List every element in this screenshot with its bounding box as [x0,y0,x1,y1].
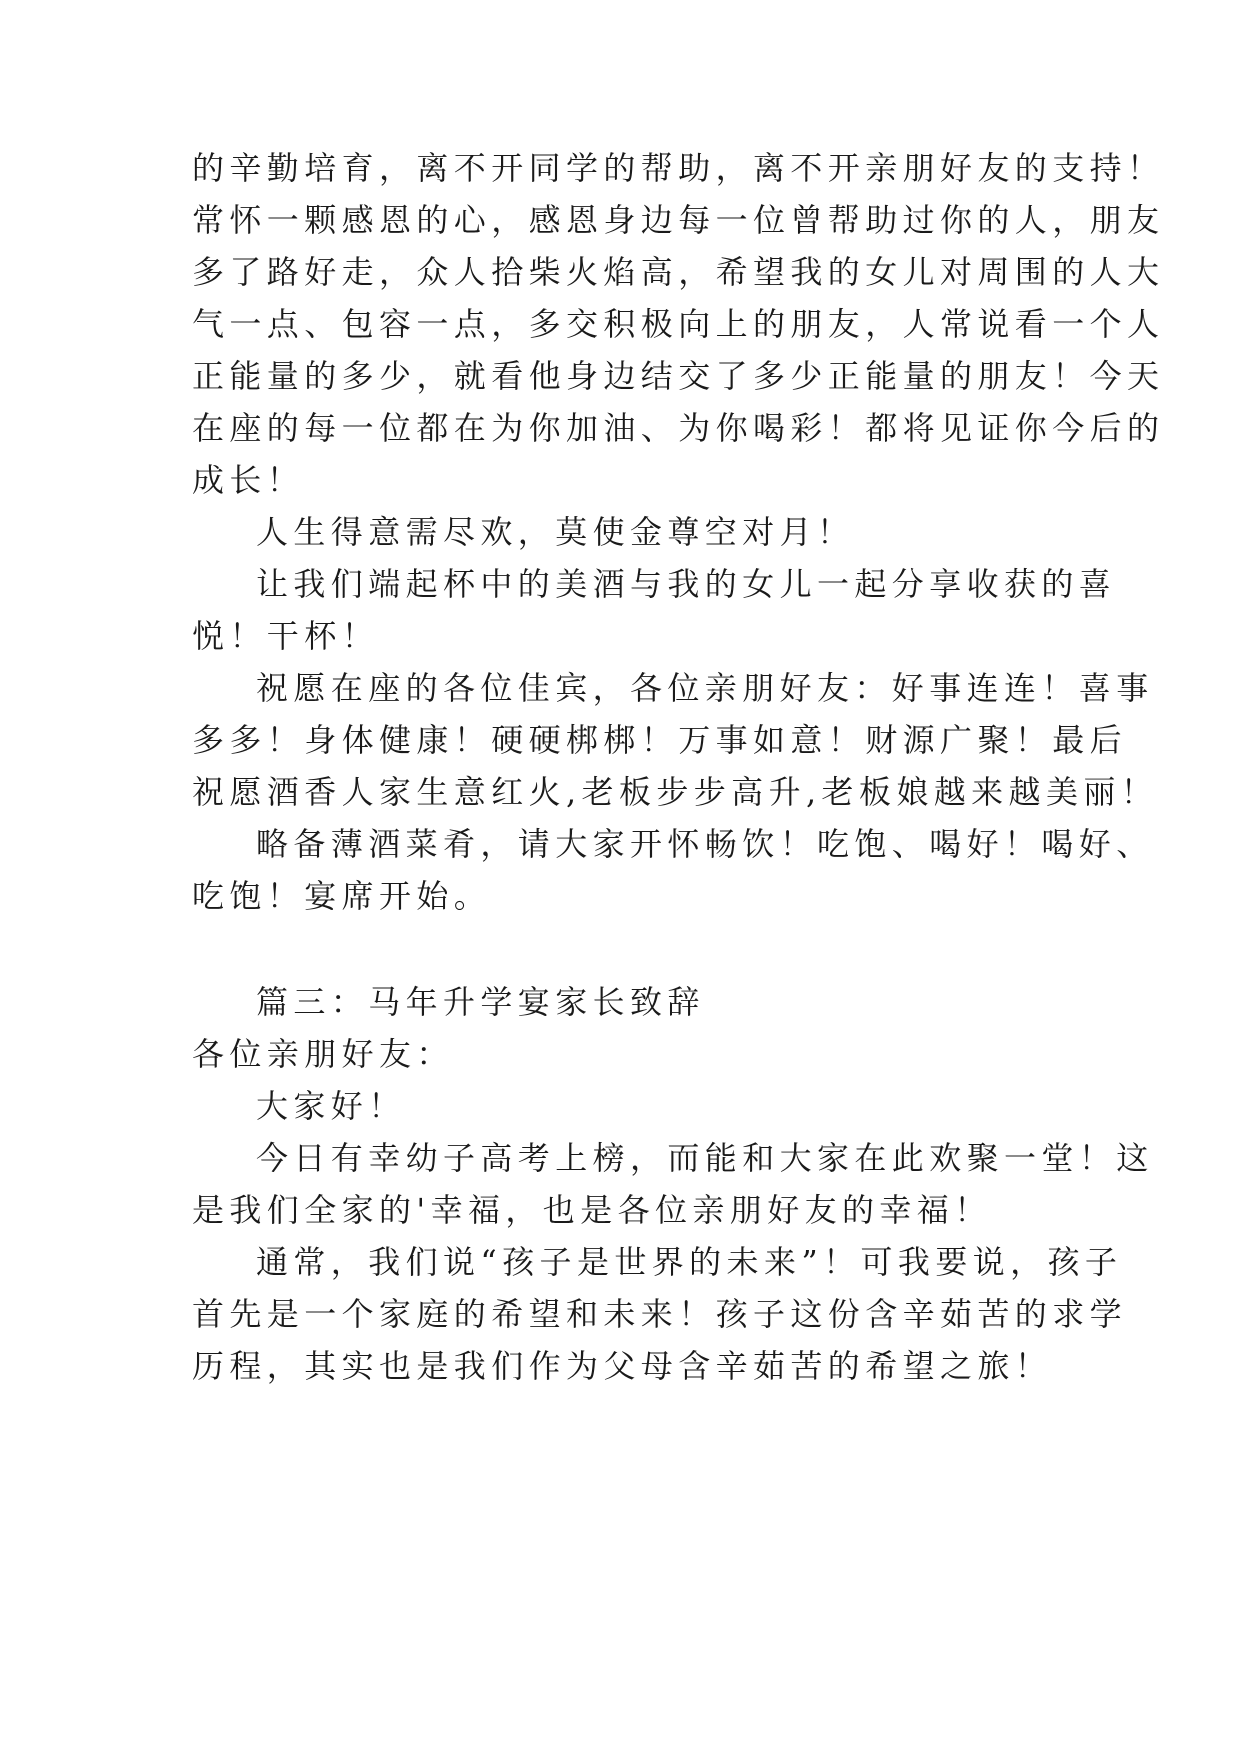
text-line: 气一点、包容一点，多交积极向上的朋友，人常说看一个人 [192,305,1165,343]
text-line: 在座的每一位都在为你加油、为你喝彩！都将见证你今后的 [192,409,1165,447]
text-line: 今日有幸幼子高考上榜，而能和大家在此欢聚一堂！这 [256,1139,1154,1177]
text-line: 祝愿酒香人家生意红火,老板步步高升,老板娘越来越美丽！ [192,773,1159,811]
text-line: 常怀一颗感恩的心，感恩身边每一位曾帮助过你的人，朋友 [192,201,1165,239]
text-line: 成长！ [192,461,305,499]
text-line: 略备薄酒菜肴，请大家开怀畅饮！吃饱、喝好！喝好、 [256,825,1154,863]
text-line: 人生得意需尽欢，莫使金尊空对月！ [256,513,855,551]
text-line: 大家好！ [256,1087,406,1125]
text-line: 吃饱！宴席开始。 [192,877,492,915]
text-line: 让我们端起杯中的美酒与我的女儿一起分享收获的喜 [256,565,1117,603]
text-line: 的辛勤培育，离不开同学的帮助，离不开亲朋好友的支持！ [192,149,1165,187]
text-line: 悦！干杯！ [192,617,380,655]
section-heading: 篇三：马年升学宴家长致辞 [256,983,705,1021]
text-line: 正能量的多少，就看他身边结交了多少正能量的朋友！今天 [192,357,1165,395]
text-line: 是我们全家的'幸福，也是各位亲朋好友的幸福！ [192,1191,992,1229]
text-line: 通常，我们说“孩子是世界的未来”！可我要说，孩子 [256,1243,1123,1281]
text-line: 历程，其实也是我们作为父母含辛茹苦的希望之旅！ [192,1347,1053,1385]
text-line: 祝愿在座的各位佳宾，各位亲朋好友：好事连连！喜事 [256,669,1154,707]
text-line: 多多！身体健康！硬硬梆梆！万事如意！财源广聚！最后 [192,721,1128,759]
text-line: 多了路好走，众人拾柴火焰高，希望我的女儿对周围的人大 [192,253,1165,291]
text-line: 首先是一个家庭的希望和未来！孩子这份含辛茹苦的求学 [192,1295,1128,1333]
salutation: 各位亲朋好友： [192,1035,454,1073]
